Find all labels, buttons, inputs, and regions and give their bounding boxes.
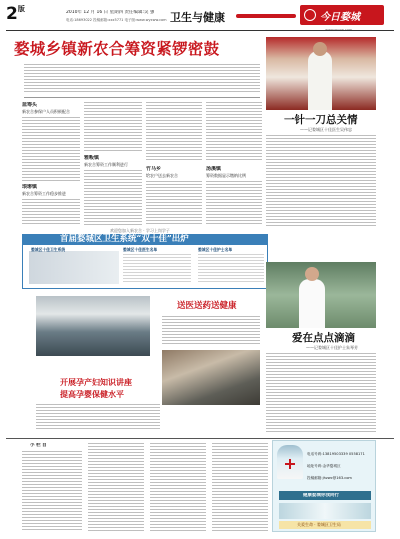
header-rule [6,30,394,31]
health-service-body [162,316,260,344]
training-title-2: 提高孕婴保健水平 [60,390,124,399]
issue-contacts: 电话:18693022 投稿邮箱:xxx5771 电子版:www.wyxww.com [66,18,167,22]
bottom-column-2 [88,443,144,531]
article-3-subtitle: 新农合筹资工作顺利进行 [84,162,128,167]
cross-icon [285,459,295,469]
doctor-figure [308,51,332,110]
nurse-feature-body [266,353,376,433]
article-col3-body-top [146,102,202,162]
section-title: 卫生与健康 [170,11,225,24]
article-2-body [22,199,80,225]
masthead [300,5,384,25]
article-col2-body-top [84,102,142,152]
honors-banner [22,234,268,245]
ad-email: 投稿邮箱:jhzwc@163.com [307,476,352,480]
article-3-title: 雅畈镇 [84,155,100,161]
article-5-body [206,181,262,225]
main-headline: 婺城乡镇新农合筹资紧锣密鼓 [14,40,220,58]
article-5-subtitle: 筹资数据显示缴纳比例 [206,173,246,178]
masthead-logo-icon [304,9,316,21]
honors-col3-list [198,254,264,284]
paper-name: 今日婺城 [320,12,360,23]
article-4-body [146,181,202,225]
page-number [6,4,25,24]
article-1-title: 蓝筹头 [22,102,38,108]
doctor-feature-body [266,135,376,227]
health-ad [272,440,376,532]
ad-slogan-bar [279,491,371,500]
doctor-feature-subtitle: ——记婺城区十佳医生吴伟忠 [300,127,352,132]
page-number-digit: 2 [6,4,18,24]
honors-col2-title: 婺城区十佳医生名单 [123,247,158,252]
article-2-title: 琅琊镇 [22,184,38,190]
article-2-subtitle: 新农合筹资工作稳步推进 [22,191,66,196]
article-1-subtitle: 新农合参保户人员积极配合 [22,109,70,114]
mid-caption: 欢迎您加入新农合 · 学习上岗学子 [110,228,170,233]
page-number-suffix: 版 [17,5,25,13]
honors-col3-title: 婺城区十佳护士名单 [198,247,233,252]
article-col4-body-top [206,102,262,162]
training-title-1: 开展孕产妇知识讲座 [60,378,132,387]
clinic-photo [162,350,260,405]
article-3-body [84,170,142,225]
health-service-title: 送医送药送健康 [177,301,237,311]
training-photo [36,296,150,356]
issue-editor: 责任编辑:吴 强 [124,10,155,15]
ad-address: 地址号码:金华婺城区 [307,464,341,468]
honors-list-frame [22,245,268,289]
article-5-title: 汤溪镇 [206,166,222,172]
section-pill [236,14,296,18]
article-4-title: 竹马乡 [146,166,162,172]
intro-rule [24,97,260,98]
bottom-column-3 [150,443,206,531]
honors-portrait-box [29,251,119,284]
honors-banner-title: 首届婺城区卫生系统“双十佳”出炉 [60,234,189,244]
ad-footer-bar [279,521,371,529]
nurse-head [305,267,319,281]
bottom-column-title: 小 栏 目 [30,443,47,448]
issue-weekday: 星期四 [109,10,124,15]
nurse-feature-title: 爱在点点滴滴 [292,332,355,344]
doctor-photo [266,37,376,110]
intro-paragraph [24,64,260,94]
issue-date [66,10,154,16]
doctor-head [313,42,327,56]
doctor-feature-title: 一针一刀总关情 [284,114,358,126]
honors-col1-title: 婺城区十佳卫生系统 [31,247,66,252]
bottom-column-4 [212,443,268,531]
nurse-figure [299,279,325,328]
issue-date-text: 2010年 12 月 16 日 [66,10,109,15]
honors-col2-list [123,254,191,284]
ad-footer-text: 关爱生命 · 婺城区卫生局 [297,522,341,527]
bottom-column-1 [22,451,82,531]
ad-phone: 电话号码:13819503339 0558171 [307,452,365,456]
article-1-body [22,117,80,181]
bottom-rule [6,438,394,439]
ad-slogan: 健康婺城你我同行 [303,492,339,498]
nurse-feature-subtitle: ——记婺城区十佳护士朱琴芳 [306,345,358,350]
training-body [36,404,160,430]
ad-image-strip [279,503,371,519]
nurse-photo [266,262,376,328]
article-4-subtitle: 给农户送去新农合 [146,173,178,178]
